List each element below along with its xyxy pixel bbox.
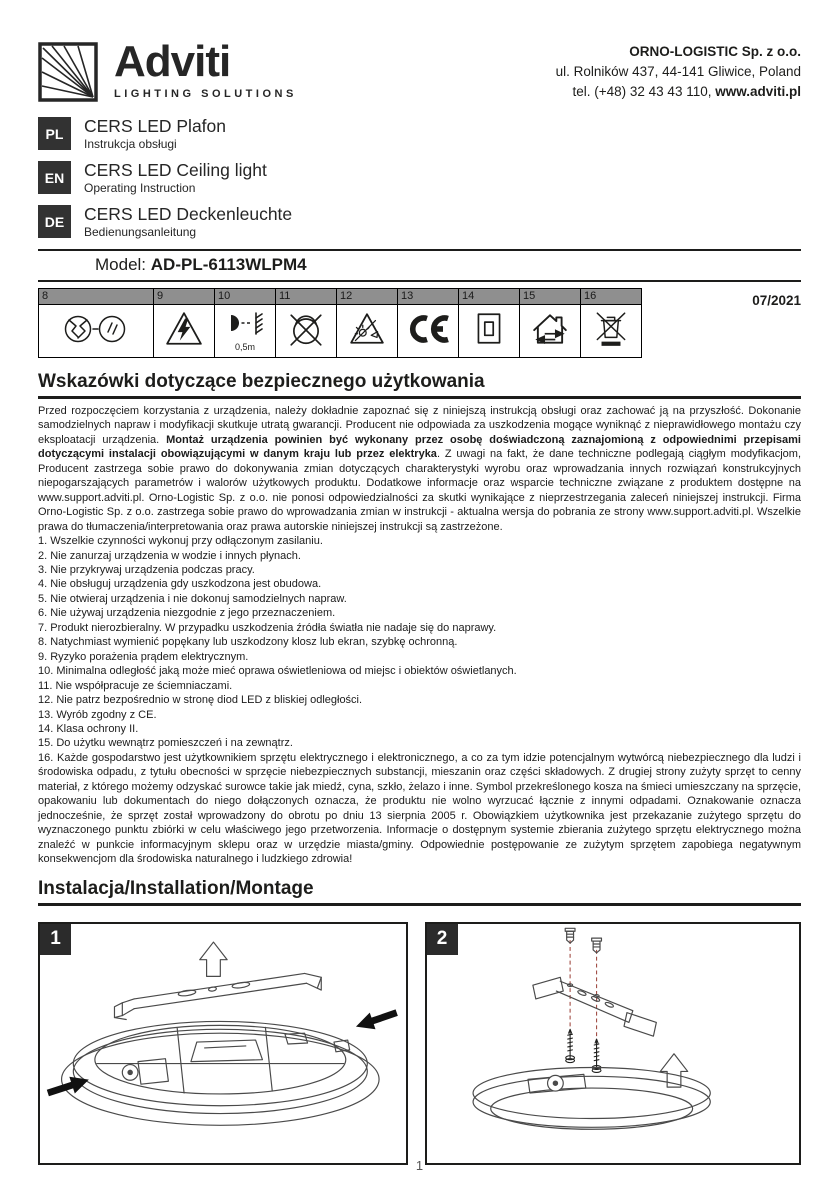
product-subtitle-pl: Instrukcja obsługi [84,137,177,151]
lang-row-en [38,161,801,195]
issue-date: 07/2021 [752,293,801,308]
min-distance-icon [223,310,267,337]
lang-badge-de: DE [38,205,71,238]
symbols-row [38,288,801,358]
symbol-cell-16 [581,305,642,358]
product-title-de: CERS LED Deckenleuchte [84,204,293,224]
safety-item-15: 15. Do użytku wewnątrz pomieszczeń i na zewnątrz. [38,737,293,750]
language-sections [38,117,801,239]
protection-class-2-icon [470,310,508,348]
page-number: 1 [415,1158,424,1173]
step-2-badge: 2 [427,924,458,955]
brand-name: Adviti [114,37,231,86]
step-2-illustration [427,924,799,1163]
symbol-cell-10 [215,305,276,358]
safety-item-10: 10. Minimalna odległość jaką może mieć oprawa oświetleniowa od miejsc i obiektów oświetlanych. [38,665,517,678]
safety-item-7: 7. Produkt nierozbieralny. W przypadku uszkodzenia źródła światła nie nadaje się do naprawy. [38,621,497,634]
company-website: www.adviti.pl [715,84,801,99]
safety-paragraph-bold: Montaż urządzenia powinien być wykonany przez osobę doświadczoną zaznajomioną z odpowiednimi przepisami dotyczącymi instalacji obowiązującymi w danym kraju lub przez elektryka [38,433,801,461]
safety-section-title: Wskazówki dotyczące bezpiecznego użytkowania [38,371,801,399]
company-name: ORNO-LOGISTIC Sp. z o.o. [629,44,801,59]
brand-text [114,37,297,100]
indoor-use-icon [531,310,569,348]
screw-drawings [565,1029,600,1072]
safety-item-14: 14. Klasa ochrony II. [38,722,139,735]
model-line [95,255,801,275]
non-replaceable-light-source-icon [62,310,130,348]
safety-item-6: 6. Nie używaj urządzenia niezgodnie z jego przeznaczeniem. [38,607,336,620]
clip-arrow-left-icon [45,1071,91,1101]
symbol-cell-15 [520,305,581,358]
min-distance-label: 0,5m [234,342,255,352]
product-title-pl: CERS LED Plafon [84,116,227,136]
symbol-number-8: 8 [39,289,154,305]
company-phone: tel. (+48) 32 43 43 110, [572,84,716,99]
ce-mark-icon [403,311,453,347]
installation-step-2-panel [425,922,801,1165]
symbol-number-16: 16 [581,289,642,305]
clip-arrow-right-icon [353,1004,400,1035]
safety-item-2: 2. Nie zanurzaj urządzenia w wodzie i innych płynach. [38,549,301,562]
symbol-cell-8 [39,305,154,358]
symbol-cell-11 [276,305,337,358]
up-arrow-icon [200,942,227,976]
ceiling-lamp-drawing [473,1067,710,1129]
lang-row-pl [38,117,801,151]
mounting-bracket-drawing [114,973,321,1019]
model-label: Model: [95,255,147,274]
lang-row-de [38,205,801,239]
safety-item-16: 16. Każde gospodarstwo jest użytkownikiem sprzętu elektrycznego i elektronicznego, a co za tym idzie potencjalnym wytwórcą niebezpiecznego dla ludzi i środowiska odpadu, z tytułu obecności w sprzęcie niebezpiecznych substancji, mieszanin oraz części składowych. Z drugiej strony zużyty sprzęt to cenny materiał, z którego możemy odzyskać surowce takie jak miedź, cyna, szkło, żelazo i inne. Symbol przekreślonego kosza na śmieci umieszczany na sprzęcie, opakowaniu lub dokumentach do niego dołączonych oznacza, że produktu nie wolno wyrzucać łącznie z innymi odpadami. Oznakowanie oznacza jednocześnie, że sprzęt został wprowadzony do obrotu po dniu 13 sierpnia 2005 r. Obowiązkiem użytkownika jest przekazanie zużytego sprzętu do wyznaczonego punktu zbiórki w celu właściwego jego przetworzenia. Informacje o dostępnym systemie zbierania zużytego sprzętu elektrycznego można znaleźć w punkcie informacyjnym sklepu oraz w urzędzie miasta/gminy. Odpowiednie postępowanie ze zużytym sprzętem zapobiega negatywnym konsekwencjom dla środowiska naturalnego i ludzkiego zdrowia! [38,751,801,866]
installation-section-title: Instalacja/Installation/Montage [38,878,801,906]
symbol-cell-12 [337,305,398,358]
mounting-bracket-drawing [532,977,656,1036]
lamp-base-drawing [62,1021,380,1125]
alignment-dashed-lines [570,940,596,1038]
weee-crossed-bin-icon [592,309,630,349]
symbol-number-13: 13 [398,289,459,305]
do-not-stare-icon [348,310,386,348]
symbol-cell-9 [154,305,215,358]
company-address: ul. Rolników 437, 44-141 Gliwice, Poland [555,64,801,79]
safety-item-9: 9. Ryzyko porażenia prądem elektrycznym. [38,650,249,663]
brand-tagline: LIGHTING SOLUTIONS [114,88,297,100]
symbols-icon-row [39,305,642,358]
symbol-cell-14 [459,305,520,358]
product-title-en: CERS LED Ceiling light [84,160,267,180]
model-row [38,249,801,282]
step-1-badge: 1 [40,924,71,955]
symbols-table [38,288,642,358]
page-header [38,37,801,104]
safety-list [38,534,801,866]
product-subtitle-en: Operating Instruction [84,181,196,195]
safety-item-5: 5. Nie otwieraj urządzenia i nie dokonuj samodzielnych napraw. [38,592,347,605]
safety-item-13: 13. Wyrób zgodny z CE. [38,708,157,721]
safety-item-4: 4. Nie obsługuj urządzenia gdy uszkodzona jest obudowa. [38,578,322,591]
installation-step-1-panel [38,922,408,1165]
symbols-header-row [39,289,642,305]
symbol-number-11: 11 [276,289,337,305]
lang-badge-en: EN [38,161,71,194]
safety-item-11: 11. Nie współpracuje ze ściemniaczami. [38,679,233,692]
do-not-cover-icon [287,310,325,348]
safety-paragraph-part1: Przed rozpoczęciem korzystania z urządzenia, należy dokładnie zapoznać się z niniejszą instrukcją obsługi oraz zachować ją na przyszłość. Dokonanie samodzielnych napraw i modyfikacji skutkuje utratą gwarancji. Producent nie odpowiada za uszkodzenia mogące wyniknąć z nieprawidłowego montażu czy eksploatacji urządzenia. [38,405,801,446]
safety-item-12: 12. Nie patrz bezpośrednio w stronę diod LED z bliskiej odległości. [38,694,363,707]
symbol-number-10: 10 [215,289,276,305]
symbol-number-15: 15 [520,289,581,305]
safety-paragraph [38,404,801,534]
symbol-number-9: 9 [154,289,215,305]
company-contact [556,82,801,102]
installation-panels [38,922,801,1165]
safety-item-3: 3. Nie przykrywaj urządzenia podczas pracy. [38,563,255,576]
symbol-cell-13 [398,305,459,358]
step-1-illustration [40,924,406,1163]
lang-badge-pl: PL [38,117,71,150]
electric-shock-warning-icon [165,310,203,348]
safety-paragraph-part2: . Z uwagi na fakt, że dane techniczne podlegają ciągłym modyfikacjom, Producent zastrzega sobie prawo do dokonywania zmian dotyczących charakterystyki wyrobu oraz wprowadzania innych rozwiązań konstrukcyjnych niepogarszających parametrów i walorów użytkowych produktu. Dodatkowe informacje oraz wsparcie techniczne związane z produktem dostępne na www.support.adviti.pl. Orno-Logistic Sp. z o.o. nie ponosi odpowiedzialności za skutki wynikające z nieprzestrzegania zaleceń niniejszej instrukcji. Firma Orno-Logistic Sp. z o.o. zastrzega sobie prawo do wprowadzania zmian w instrukcji - aktualna wersja do pobrania ze strony www.support.adviti.pl. Wszelkie prawa do tłumaczenia/interpretowania oraz prawa autorskie niniejszej instrukcji są zastrzeżone. [38,448,802,533]
model-value: AD-PL-6113WLPM4 [150,255,307,274]
safety-item-8: 8. Natychmiast wymienić popękany lub uszkodzony klosz lub ekran, szybkę ochronną. [38,636,458,649]
safety-item-1: 1. Wszelkie czynności wykonuj przy odłączonym zasilaniu. [38,535,323,548]
adviti-logo-icon [38,42,100,104]
company-info [556,42,801,102]
symbol-number-14: 14 [459,289,520,305]
product-subtitle-de: Bedienungsanleitung [84,225,197,239]
symbol-number-12: 12 [337,289,398,305]
brand-block [38,37,297,104]
